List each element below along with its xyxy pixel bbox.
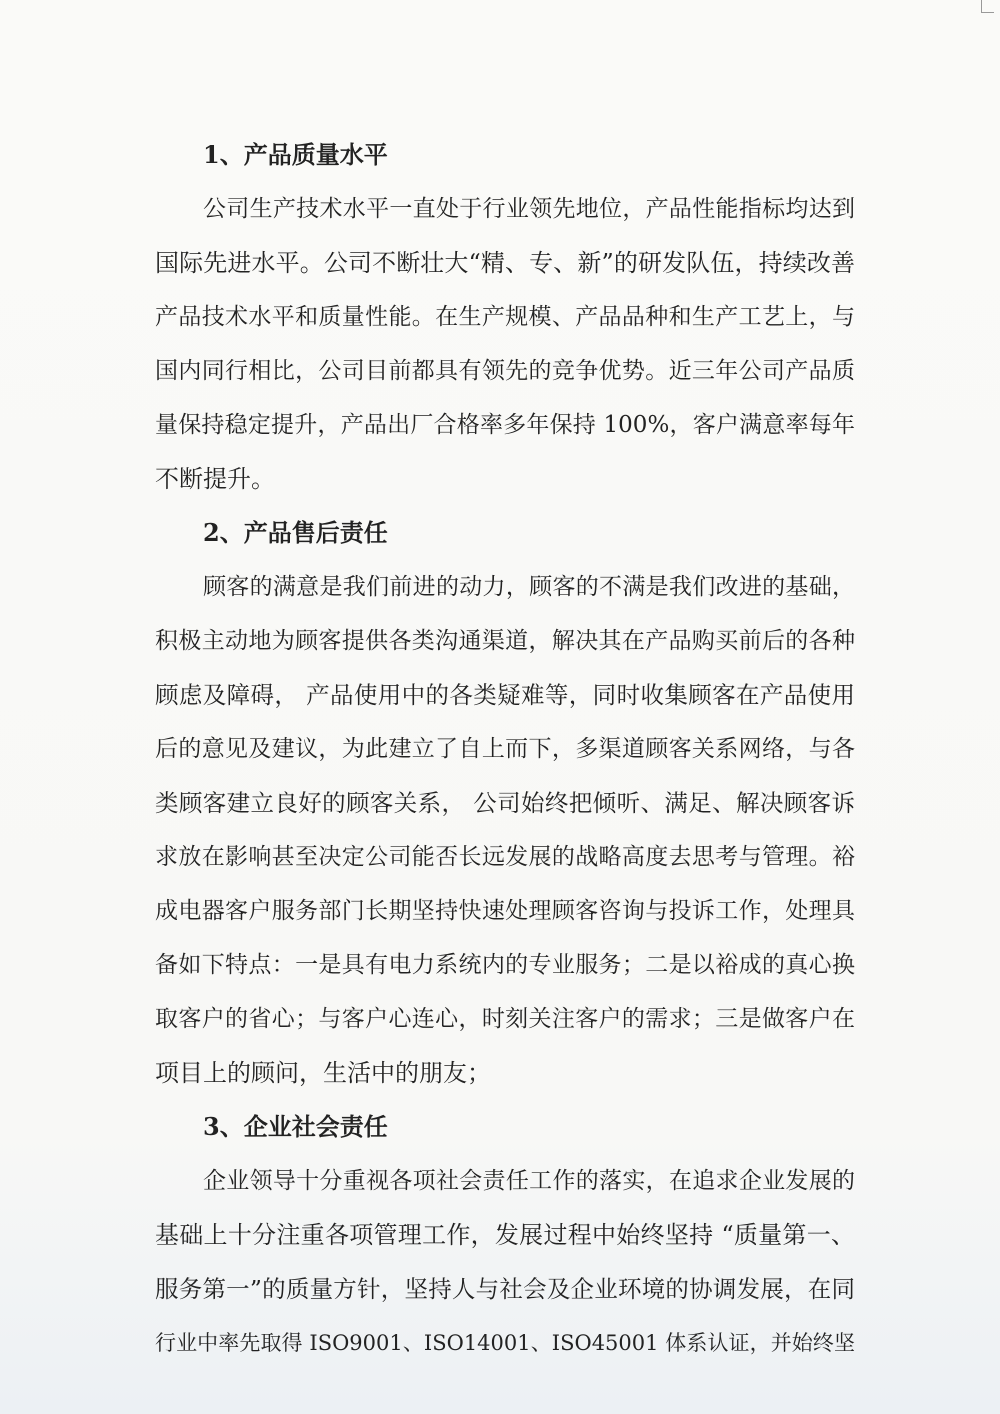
section-2-line: 后的意见及建议，为此建立了自上而下，多渠道顾客关系网络，与各: [155, 736, 855, 762]
section-1-line: 国内同行相比，公司目前都具有领先的竞争优势。近三年公司产品质: [155, 358, 855, 384]
section-2-line: 取客户的省心；与客户心连心，时刻关注客户的需求；三是做客户在: [155, 1006, 855, 1032]
section-1-line: 公司生产技术水平一直处于行业领先地位，产品性能指标均达到: [203, 196, 855, 222]
section-2-line: 类顾客建立良好的顾客关系， 公司始终把倾听、满足、解决顾客诉: [155, 789, 855, 817]
section-1-line: 不断提升。: [155, 465, 275, 493]
section-3-line: 企业领导十分重视各项社会责任工作的落实，在追求企业发展的: [203, 1168, 855, 1194]
section-3-line: 服务第一”的质量方针，坚持人与社会及企业环境的协调发展，在同: [155, 1275, 855, 1303]
section-2-heading: 2、产品售后责任: [203, 518, 388, 547]
section-2-line: 求放在影响甚至决定公司能否长远发展的战略高度去思考与管理。裕: [155, 844, 855, 870]
section-1-line: 量保持稳定提升，产品出厂合格率多年保持 100%，客户满意率每年: [155, 412, 855, 438]
section-2-line: 备如下特点：一是具有电力系统内的专业服务；二是以裕成的真心换: [155, 952, 855, 978]
section-1-line: 产品技术水平和质量性能。在生产规模、产品品种和生产工艺上，与: [155, 304, 855, 330]
scan-corner-mark: [981, 0, 994, 13]
section-2-line: 成电器客户服务部门长期坚持快速处理顾客咨询与投诉工作，处理具: [155, 898, 855, 924]
document-body: [155, 128, 855, 1370]
section-2-line: 顾虑及障碍， 产品使用中的各类疑难等，同时收集顾客在产品使用: [155, 681, 855, 709]
section-2-line: 积极主动地为顾客提供各类沟通渠道，解决其在产品购买前后的各种: [155, 628, 855, 654]
section-3-line: 行业中率先取得 ISO9001、ISO14001、ISO45001 体系认证，并始终坚: [155, 1331, 855, 1355]
section-1-heading: 1、产品质量水平: [203, 140, 388, 169]
section-2-line: 顾客的满意是我们前进的动力，顾客的不满是我们改进的基础，: [203, 574, 855, 600]
section-3-heading: 3、企业社会责任: [203, 1112, 388, 1141]
section-3-line: 基础上十分注重各项管理工作，发展过程中始终坚持 “质量第一、: [155, 1221, 855, 1249]
section-2-line: 项目上的顾问，生活中的朋友；: [155, 1059, 491, 1087]
section-1-line: 国际先进水平。公司不断壮大“精、专、新”的研发队伍，持续改善: [155, 249, 855, 277]
